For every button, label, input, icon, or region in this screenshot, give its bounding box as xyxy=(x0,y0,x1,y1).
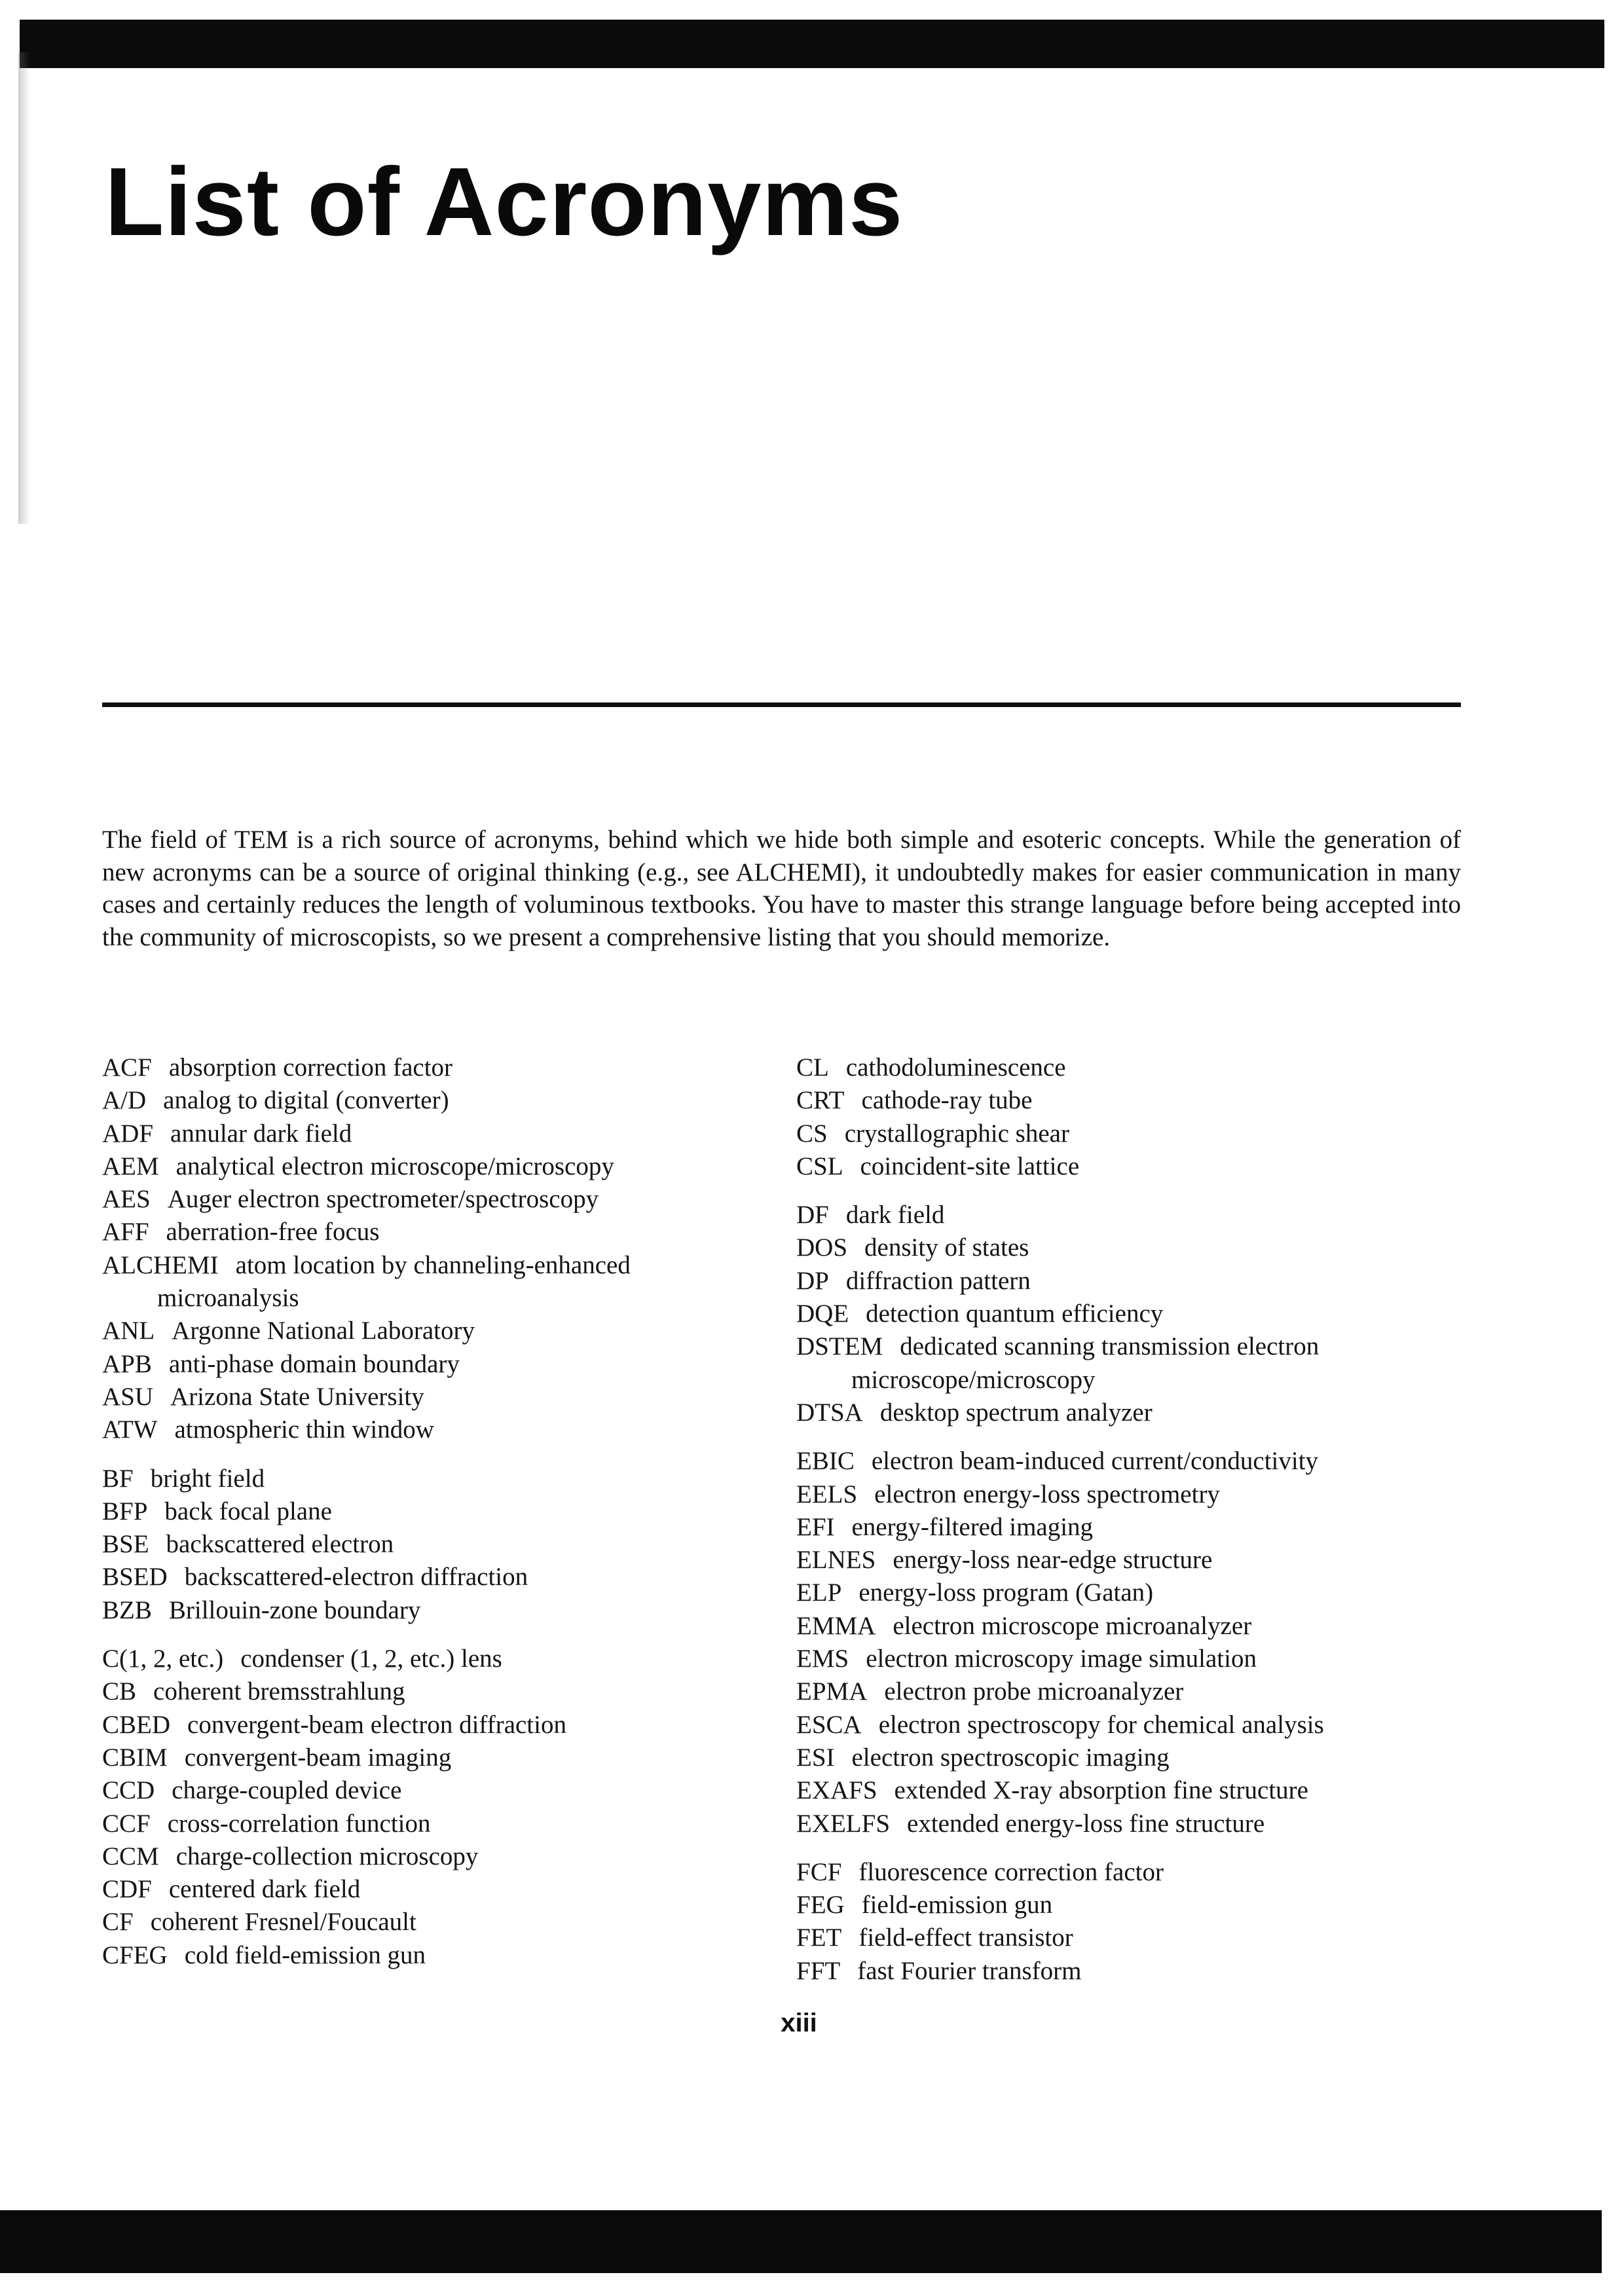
acronym-abbr: ACF xyxy=(102,1053,152,1082)
acronym-list-left xyxy=(102,1051,770,1972)
acronym-entry xyxy=(102,1381,770,1413)
acronym-abbr: FEG xyxy=(796,1891,845,1920)
acronym-meaning: Argonne National Laboratory xyxy=(172,1317,475,1345)
acronym-meaning: diffraction pattern xyxy=(845,1266,1031,1295)
title-rule xyxy=(102,702,1461,707)
acronym-meaning: detection quantum efficiency xyxy=(866,1300,1164,1328)
acronym-abbr: CCF xyxy=(102,1809,151,1838)
acronym-entry xyxy=(796,1330,1464,1396)
acronym-meaning: fluorescence correction factor xyxy=(858,1857,1164,1886)
acronym-entry xyxy=(796,1544,1464,1576)
acronym-entry xyxy=(796,1445,1464,1478)
acronym-entry xyxy=(102,1051,770,1084)
acronym-entry xyxy=(796,1922,1464,1954)
acronym-abbr: ALCHEMI xyxy=(102,1250,219,1279)
acronym-abbr: ELNES xyxy=(796,1546,876,1575)
acronym-meaning: electron spectroscopic imaging xyxy=(851,1743,1170,1772)
acronym-abbr: DF xyxy=(796,1201,829,1230)
acronym-abbr: BSED xyxy=(102,1563,168,1592)
acronym-entry xyxy=(796,1478,1464,1511)
acronym-abbr: CBED xyxy=(102,1710,171,1739)
acronym-meaning: backscattered electron xyxy=(166,1530,394,1559)
acronym-entry xyxy=(102,1808,770,1840)
acronym-abbr: DTSA xyxy=(796,1398,863,1427)
acronym-meaning: Arizona State University xyxy=(170,1382,424,1411)
acronym-meaning: bright field xyxy=(150,1464,265,1493)
acronym-entry xyxy=(796,1741,1464,1774)
acronym-meaning: electron microscope microanalyzer xyxy=(893,1611,1252,1640)
acronym-entry xyxy=(102,1216,770,1248)
acronym-entry xyxy=(796,1118,1464,1150)
acronym-abbr: ADF xyxy=(102,1119,154,1148)
acronym-entry xyxy=(102,1675,770,1708)
acronym-meaning: back focal plane xyxy=(164,1497,332,1525)
acronym-meaning: field-emission gun xyxy=(861,1891,1053,1920)
acronym-abbr: AEM xyxy=(102,1152,159,1180)
acronym-abbr: CBIM xyxy=(102,1743,168,1772)
acronym-entry xyxy=(102,1348,770,1381)
acronym-meaning: centered dark field xyxy=(168,1875,361,1904)
acronym-entry xyxy=(796,1150,1464,1183)
acronym-entry xyxy=(796,1576,1464,1609)
acronym-meaning: fast Fourier transform xyxy=(857,1956,1082,1985)
acronym-meaning: anti-phase domain boundary xyxy=(168,1349,460,1378)
acronym-meaning: atmospheric thin window xyxy=(174,1415,434,1444)
acronym-abbr: CS xyxy=(796,1119,828,1148)
acronym-meaning: convergent-beam electron diffraction xyxy=(187,1710,566,1739)
acronym-entry xyxy=(102,1118,770,1150)
acronym-abbr: CDF xyxy=(102,1875,152,1904)
acronym-abbr: CB xyxy=(102,1677,137,1706)
acronym-entry xyxy=(102,1873,770,1906)
acronym-entry xyxy=(102,1150,770,1183)
acronym-abbr: CL xyxy=(796,1053,829,1082)
acronym-meaning: cathode-ray tube xyxy=(861,1086,1033,1115)
acronym-meaning: aberration-free focus xyxy=(166,1218,380,1247)
acronym-meaning: electron probe microanalyzer xyxy=(884,1677,1184,1706)
acronym-abbr: C(1, 2, etc.) xyxy=(102,1645,224,1673)
acronym-entry xyxy=(102,1463,770,1495)
acronym-entry xyxy=(102,1939,770,1972)
acronym-abbr: DQE xyxy=(796,1300,849,1328)
acronym-meaning: dedicated scanning transmission electron microscope/microscopy xyxy=(851,1332,1320,1394)
acronym-entry xyxy=(796,1231,1464,1264)
acronym-meaning: electron microscopy image simulation xyxy=(866,1645,1257,1673)
acronym-meaning: density of states xyxy=(864,1233,1029,1262)
acronym-meaning: energy-filtered imaging xyxy=(851,1512,1094,1541)
acronym-meaning: charge-collection microscopy xyxy=(175,1842,479,1870)
acronym-abbr: EFI xyxy=(796,1512,835,1541)
acronym-entry xyxy=(102,1413,770,1446)
acronym-meaning: cross-correlation function xyxy=(167,1809,431,1838)
acronym-abbr: AFF xyxy=(102,1218,149,1247)
acronym-entry xyxy=(796,1675,1464,1708)
acronym-meaning: coherent bremsstrahlung xyxy=(153,1677,405,1706)
acronym-meaning: electron energy-loss spectrometry xyxy=(874,1480,1220,1508)
acronym-entry xyxy=(102,1840,770,1873)
acronym-abbr: AES xyxy=(102,1185,151,1214)
acronym-abbr: ANL xyxy=(102,1317,155,1345)
acronym-entry xyxy=(796,1396,1464,1429)
acronym-meaning: charge-coupled device xyxy=(172,1776,402,1805)
acronym-abbr: EPMA xyxy=(796,1677,868,1706)
acronym-abbr: DOS xyxy=(796,1233,848,1262)
acronym-entry xyxy=(796,1643,1464,1675)
acronym-meaning: backscattered-electron diffraction xyxy=(184,1563,528,1592)
bottom-border-bar xyxy=(0,2210,1602,2273)
acronym-list-right xyxy=(796,1051,1464,1988)
acronym-meaning: cold field-emission gun xyxy=(184,1941,426,1969)
acronym-entry xyxy=(102,1528,770,1561)
acronym-entry xyxy=(796,1199,1464,1231)
intro-paragraph: The field of TEM is a rich source of acronyms, behind which we hide both simple and esoteric concepts. While the generation of new acronyms can be a source of original thinking (e.g., see ALCHEMI), it undoubtedly makes for easier communication in many cases and certainly reduces the length of voluminous textbooks. You have to master this strange language before being accepted into the community of microscopists, so we present a comprehensive listing that you should memorize. xyxy=(102,826,1461,951)
acronym-entry xyxy=(102,1709,770,1741)
acronym-abbr: APB xyxy=(102,1349,152,1378)
acronym-meaning: coherent Fresnel/Foucault xyxy=(150,1908,416,1937)
acronym-entry xyxy=(796,1265,1464,1298)
acronym-abbr: ELP xyxy=(796,1578,842,1607)
acronym-abbr: EMMA xyxy=(796,1611,876,1640)
acronym-meaning: energy-loss near-edge structure xyxy=(893,1546,1213,1575)
acronym-entry xyxy=(796,1856,1464,1889)
acronym-entry xyxy=(102,1495,770,1528)
acronym-entry xyxy=(102,1774,770,1807)
page-title: List of Acronyms xyxy=(105,148,904,256)
acronym-abbr: CSL xyxy=(796,1152,843,1180)
acronym-entry xyxy=(102,1906,770,1939)
acronym-abbr: EXELFS xyxy=(796,1809,891,1838)
acronym-entry xyxy=(796,1889,1464,1922)
acronym-abbr: A/D xyxy=(102,1086,147,1115)
acronym-entry xyxy=(796,1808,1464,1840)
acronym-entry xyxy=(102,1741,770,1774)
acronym-abbr: ASU xyxy=(102,1382,154,1411)
acronym-abbr: CFEG xyxy=(102,1941,168,1969)
acronym-meaning: field-effect transistor xyxy=(858,1923,1073,1952)
acronym-entry xyxy=(796,1298,1464,1330)
acronym-abbr: FFT xyxy=(796,1956,841,1985)
acronym-entry xyxy=(796,1084,1464,1117)
acronym-entry xyxy=(796,1511,1464,1544)
acronym-meaning: analog to digital (converter) xyxy=(163,1086,449,1115)
acronym-meaning: energy-loss program (Gatan) xyxy=(858,1578,1154,1607)
acronym-entry xyxy=(102,1084,770,1117)
acronym-entry xyxy=(102,1315,770,1347)
acronym-abbr: EXAFS xyxy=(796,1776,877,1805)
acronym-abbr: EELS xyxy=(796,1480,858,1508)
acronym-meaning: analytical electron microscope/microscopy xyxy=(175,1152,614,1180)
acronym-abbr: FET xyxy=(796,1923,842,1952)
acronym-meaning: coincident-site lattice xyxy=(860,1152,1080,1180)
acronym-entry xyxy=(796,1955,1464,1988)
acronym-meaning: annular dark field xyxy=(170,1119,352,1148)
page-number: xiii xyxy=(781,2009,817,2037)
acronym-meaning: dark field xyxy=(845,1201,945,1230)
acronym-meaning: Auger electron spectrometer/spectroscopy xyxy=(167,1185,599,1214)
acronym-entry xyxy=(796,1774,1464,1807)
acronym-abbr: ESI xyxy=(796,1743,835,1772)
acronym-abbr: DP xyxy=(796,1266,829,1295)
acronym-entry xyxy=(102,1249,770,1315)
acronym-abbr: BFP xyxy=(102,1497,148,1525)
acronym-entry xyxy=(102,1183,770,1216)
top-border-bar xyxy=(20,20,1604,68)
acronym-abbr: DSTEM xyxy=(796,1332,883,1361)
acronym-abbr: CRT xyxy=(796,1086,845,1115)
scan-shadow xyxy=(18,52,30,524)
acronym-abbr: BF xyxy=(102,1464,134,1493)
acronym-meaning: condenser (1, 2, etc.) lens xyxy=(240,1645,502,1673)
acronym-entry xyxy=(796,1610,1464,1643)
acronym-abbr: ATW xyxy=(102,1415,158,1444)
acronym-meaning: extended energy-loss fine structure xyxy=(907,1809,1265,1838)
acronym-abbr: BSE xyxy=(102,1530,149,1559)
acronym-abbr: CF xyxy=(102,1908,134,1937)
acronym-abbr: CCD xyxy=(102,1776,155,1805)
acronym-abbr: BZB xyxy=(102,1595,152,1624)
acronym-abbr: ESCA xyxy=(796,1710,862,1739)
acronym-meaning: atom location by channeling-enhanced microanalysis xyxy=(157,1250,631,1313)
acronym-meaning: Brillouin-zone boundary xyxy=(168,1595,421,1624)
acronym-entry xyxy=(102,1594,770,1627)
acronym-meaning: electron spectroscopy for chemical analysis xyxy=(878,1710,1324,1739)
acronym-meaning: cathodoluminescence xyxy=(845,1053,1066,1082)
acronym-meaning: extended X-ray absorption fine structure xyxy=(894,1776,1308,1805)
acronym-meaning: desktop spectrum analyzer xyxy=(879,1398,1153,1427)
acronym-abbr: CCM xyxy=(102,1842,159,1870)
acronym-meaning: electron beam-induced current/conductivity xyxy=(871,1447,1319,1476)
acronym-meaning: absorption correction factor xyxy=(168,1053,453,1082)
acronym-meaning: convergent-beam imaging xyxy=(184,1743,452,1772)
acronym-entry xyxy=(102,1561,770,1594)
acronym-abbr: FCF xyxy=(796,1857,842,1886)
acronym-abbr: EBIC xyxy=(796,1447,855,1476)
acronym-entry xyxy=(796,1051,1464,1084)
acronym-entry xyxy=(796,1709,1464,1741)
acronym-abbr: EMS xyxy=(796,1645,849,1673)
acronym-entry xyxy=(102,1643,770,1675)
acronym-meaning: crystallographic shear xyxy=(844,1119,1069,1148)
